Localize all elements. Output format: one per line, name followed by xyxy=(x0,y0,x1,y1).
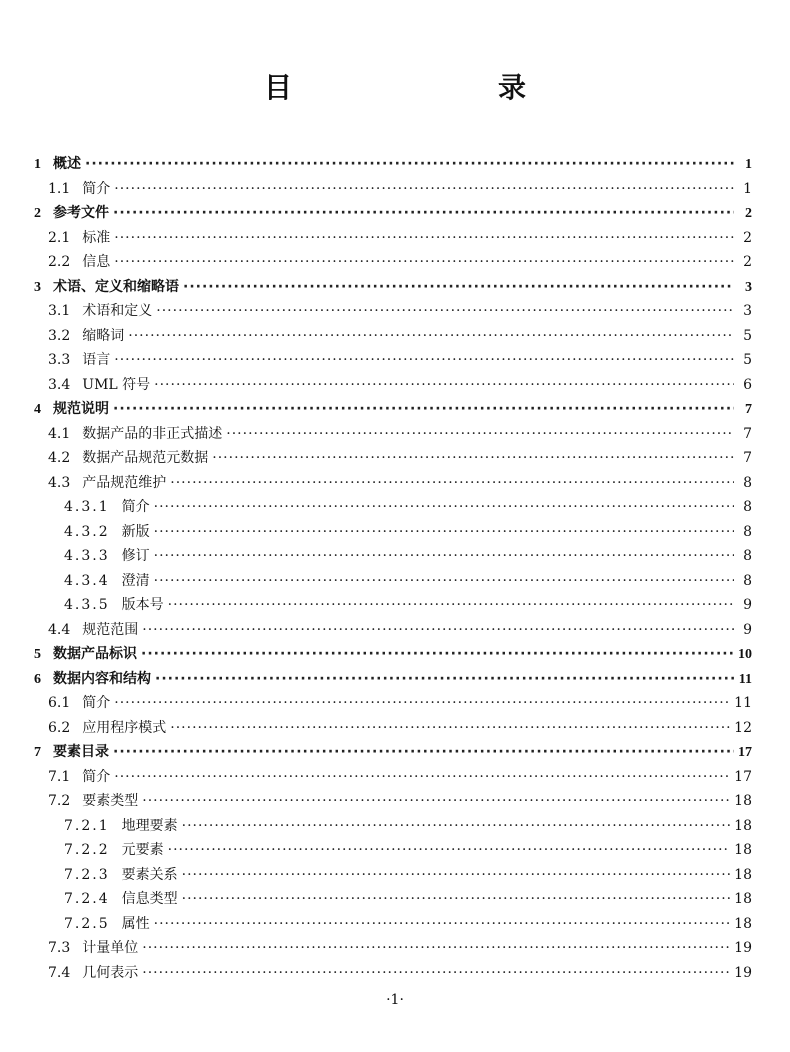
toc-entry-page: 2 xyxy=(745,206,752,221)
toc-entry-label: 信息类型 xyxy=(121,891,178,907)
dot-leader xyxy=(226,422,734,447)
toc-entry-page: 2 xyxy=(743,254,752,270)
toc-entry-number: 7.3 xyxy=(48,940,71,956)
toc-entry-page: 19 xyxy=(734,964,752,981)
dot-leader xyxy=(113,740,734,765)
toc-entry-label: UML 符号 xyxy=(82,376,151,393)
toc-entry-number: 2.1 xyxy=(48,229,71,246)
toc-entry-label: 概述 xyxy=(53,156,81,172)
dot-leader xyxy=(114,250,734,275)
dot-leader xyxy=(182,814,731,839)
toc-entry-page: 11 xyxy=(734,695,752,711)
dot-leader xyxy=(156,299,734,324)
toc-entry[interactable] xyxy=(34,299,752,324)
toc-entry-number: 4.3.2 xyxy=(64,523,110,540)
toc-entry-number: 4.3 xyxy=(48,474,71,491)
dot-leader xyxy=(141,642,734,667)
dot-leader xyxy=(85,152,734,177)
toc-entry-label: 数据产品标识 xyxy=(53,646,137,662)
dot-leader xyxy=(114,226,734,251)
toc-entry-number: 2 xyxy=(34,206,41,221)
toc-entry-label: 规范说明 xyxy=(53,401,109,417)
toc-entry-number: 7.2.5 xyxy=(64,915,110,932)
toc-entry-page: 2 xyxy=(743,229,752,246)
toc-entry-page: 7 xyxy=(745,402,752,417)
toc-entry-number: 4.2 xyxy=(48,450,71,466)
toc-entry-page: 11 xyxy=(738,671,752,687)
toc-entry-label: 数据内容和结构 xyxy=(53,670,151,687)
toc-entry-page: 17 xyxy=(738,745,752,760)
toc-entry-number: 4 xyxy=(34,402,41,417)
toc-entry[interactable] xyxy=(34,348,752,373)
toc-entry[interactable] xyxy=(34,838,752,863)
toc-entry[interactable] xyxy=(34,936,752,961)
dot-leader xyxy=(154,373,734,398)
page-number: ·1· xyxy=(386,992,404,1008)
toc-entry[interactable] xyxy=(34,397,752,422)
dot-leader xyxy=(154,495,734,520)
toc-entry-number: 4.3.1 xyxy=(64,499,110,515)
toc-entry-number: 7.4 xyxy=(48,964,71,981)
toc-entry[interactable] xyxy=(34,691,752,716)
toc-entry-number: 1 xyxy=(34,157,41,172)
dot-leader xyxy=(114,177,734,202)
toc-entry-number: 7.2 xyxy=(48,793,71,809)
toc-entry[interactable] xyxy=(34,863,752,888)
toc-entry-label: 修订 xyxy=(121,548,150,564)
dot-leader xyxy=(155,667,734,692)
toc-entry-label: 要素目录 xyxy=(53,744,109,760)
toc-entry[interactable] xyxy=(34,593,752,618)
toc-entry-number: 3.3 xyxy=(48,352,71,368)
toc-entry-label: 数据产品规范元数据 xyxy=(82,450,209,466)
dot-leader xyxy=(113,397,734,422)
toc-entry-page: 17 xyxy=(734,768,752,785)
dot-leader xyxy=(154,912,731,937)
toc-entry-number: 7 xyxy=(34,745,41,760)
toc-entry-label: 简介 xyxy=(121,499,150,515)
toc-entry-number: 3.4 xyxy=(48,376,71,393)
toc-entry-label: 参考文件 xyxy=(53,205,109,221)
dot-leader xyxy=(170,716,730,741)
toc-entry-page: 5 xyxy=(743,327,752,344)
toc-entry-label: 语言 xyxy=(82,352,111,368)
toc-entry-label: 术语和定义 xyxy=(82,303,153,319)
toc-entry-page: 3 xyxy=(745,279,752,295)
toc-entry[interactable] xyxy=(34,642,752,667)
toc-entry-label: 属性 xyxy=(121,915,150,932)
toc-entry-label: 标准 xyxy=(82,229,111,246)
toc-entry-number: 7.1 xyxy=(48,768,71,785)
toc-entry[interactable] xyxy=(34,912,752,937)
toc-entry-page: 18 xyxy=(734,817,752,834)
toc-entry-label: 新版 xyxy=(121,523,150,540)
toc-entry[interactable] xyxy=(34,177,752,202)
toc-entry[interactable] xyxy=(34,201,752,226)
toc-entry-page: 7 xyxy=(743,450,752,466)
toc-entry-number: 4.4 xyxy=(48,621,71,638)
toc-entry[interactable] xyxy=(34,544,752,569)
toc-entry-label: 术语、定义和缩略语 xyxy=(53,278,179,295)
toc-entry-page: 18 xyxy=(734,915,752,932)
toc-entry-page: 18 xyxy=(734,842,752,858)
toc-entry[interactable] xyxy=(34,887,752,912)
toc-entry-page: 7 xyxy=(743,425,752,442)
toc-entry-number: 6.1 xyxy=(48,695,71,711)
dot-leader xyxy=(182,863,731,888)
toc-entry-label: 元要素 xyxy=(121,842,164,858)
toc-entry-number: 3.1 xyxy=(48,303,71,319)
toc-entry-number: 6 xyxy=(34,671,41,687)
toc-entry-page: 18 xyxy=(734,793,752,809)
toc-entry[interactable] xyxy=(34,471,752,496)
dot-leader xyxy=(142,789,730,814)
toc-entry-label: 要素类型 xyxy=(82,793,139,809)
dot-leader xyxy=(113,201,734,226)
toc-entry-label: 简介 xyxy=(82,695,111,711)
toc-entry[interactable] xyxy=(34,814,752,839)
toc-entry-page: 8 xyxy=(743,548,752,564)
toc-entry[interactable] xyxy=(34,765,752,790)
dot-leader xyxy=(142,936,730,961)
toc-entry-page: 9 xyxy=(743,621,752,638)
toc-entry-page: 6 xyxy=(743,376,752,393)
dot-leader xyxy=(154,569,734,594)
toc-entry-page: 10 xyxy=(738,647,752,662)
toc-entry-label: 简介 xyxy=(82,180,111,197)
toc-entry-number: 5 xyxy=(34,647,41,662)
toc-entry-page: 12 xyxy=(734,719,752,736)
toc-entry-label: 澄清 xyxy=(121,572,150,589)
toc-entry-page: 3 xyxy=(743,303,752,319)
toc-entry-label: 产品规范维护 xyxy=(82,474,167,491)
toc-entry[interactable] xyxy=(34,446,752,471)
page-title: 目 录 xyxy=(263,71,576,104)
toc-entry[interactable] xyxy=(34,569,752,594)
toc-entry-page: 8 xyxy=(743,572,752,589)
toc-entry-page: 8 xyxy=(743,474,752,491)
toc-entry-number: 3 xyxy=(34,279,41,295)
dot-leader xyxy=(183,275,734,300)
toc-entry-page: 1 xyxy=(743,180,752,197)
toc-entry-number: 1.1 xyxy=(48,180,71,197)
toc-entry-number: 7.2.4 xyxy=(64,891,110,907)
toc-entry[interactable] xyxy=(34,618,752,643)
toc-entry[interactable] xyxy=(34,152,752,177)
dot-leader xyxy=(142,961,730,986)
dot-leader xyxy=(170,471,734,496)
toc-entry-number: 7.2.2 xyxy=(64,842,110,858)
toc-entry-label: 应用程序模式 xyxy=(82,719,167,736)
toc-entry-label: 计量单位 xyxy=(82,940,139,956)
toc-entry[interactable] xyxy=(34,324,752,349)
dot-leader xyxy=(142,618,734,643)
toc-entry-label: 地理要素 xyxy=(121,817,178,834)
toc-entry-number: 7.2.3 xyxy=(64,866,110,883)
dot-leader xyxy=(212,446,734,471)
toc-entry[interactable] xyxy=(34,422,752,447)
dot-leader xyxy=(168,838,731,863)
toc-entry[interactable] xyxy=(34,250,752,275)
toc-entry-page: 8 xyxy=(743,523,752,540)
toc-entry-label: 缩略词 xyxy=(82,327,125,344)
toc-entry-label: 几何表示 xyxy=(82,964,139,981)
toc-entry-number: 7.2.1 xyxy=(64,817,110,834)
dot-leader xyxy=(128,324,734,349)
toc-entry-number: 4.1 xyxy=(48,425,71,442)
toc-entry-number: 3.2 xyxy=(48,327,71,344)
dot-leader xyxy=(168,593,734,618)
toc-entry-label: 信息 xyxy=(82,254,111,270)
toc-entry[interactable] xyxy=(34,495,752,520)
dot-leader xyxy=(114,691,730,716)
toc-entry[interactable] xyxy=(34,789,752,814)
toc-entry[interactable] xyxy=(34,667,752,692)
toc-entry-label: 数据产品的非正式描述 xyxy=(82,425,223,442)
toc-entry-page: 5 xyxy=(743,352,752,368)
toc-entry-page: 8 xyxy=(743,499,752,515)
toc-entry-label: 要素关系 xyxy=(121,866,178,883)
table-of-contents xyxy=(34,152,752,985)
toc-entry-page: 18 xyxy=(734,891,752,907)
toc-entry[interactable] xyxy=(34,226,752,251)
dot-leader xyxy=(154,544,734,569)
toc-entry-number: 6.2 xyxy=(48,719,71,736)
toc-entry[interactable] xyxy=(34,740,752,765)
toc-entry-label: 规范范围 xyxy=(82,621,139,638)
toc-entry[interactable] xyxy=(34,373,752,398)
dot-leader xyxy=(114,348,734,373)
toc-entry-label: 简介 xyxy=(82,768,111,785)
toc-entry-page: 18 xyxy=(734,866,752,883)
toc-entry-number: 4.3.3 xyxy=(64,548,110,564)
toc-entry[interactable] xyxy=(34,961,752,986)
toc-entry[interactable] xyxy=(34,275,752,300)
toc-entry-number: 2.2 xyxy=(48,254,71,270)
toc-entry-page: 1 xyxy=(745,157,752,172)
dot-leader xyxy=(154,520,734,545)
toc-entry[interactable] xyxy=(34,520,752,545)
dot-leader xyxy=(182,887,731,912)
toc-entry-label: 版本号 xyxy=(121,597,164,613)
toc-entry-number: 4.3.4 xyxy=(64,572,110,589)
toc-entry-number: 4.3.5 xyxy=(64,597,110,613)
toc-entry[interactable] xyxy=(34,716,752,741)
toc-entry-page: 9 xyxy=(743,597,752,613)
dot-leader xyxy=(114,765,730,790)
toc-entry-page: 19 xyxy=(734,940,752,956)
